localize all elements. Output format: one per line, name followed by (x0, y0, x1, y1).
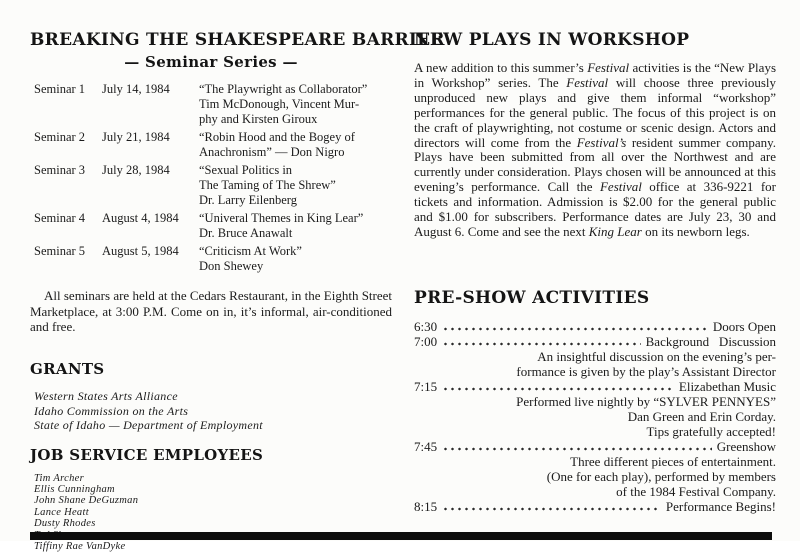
seminar-description-line: Tim McDonough, Vincent Mur- (199, 97, 392, 112)
seminar-date: August 4, 1984 (102, 211, 199, 241)
schedule-activity: Performance Begins! (666, 499, 776, 514)
seminar-series-title: BREAKING THE SHAKESPEARE BARRIER (30, 30, 392, 50)
seminar-label: Seminar 5 (34, 244, 102, 274)
plain-text: resident summer company. Plays have been submitted from all over the Northwest and are currently under consideration. Plays chosen will be announced at this evening’s performance. Call the (414, 135, 776, 195)
seminar-date: August 5, 1984 (102, 244, 199, 274)
workshop-heading: NEW PLAYS IN WORKSHOP (414, 30, 776, 50)
seminar-row (30, 211, 392, 241)
seminar-description-line: The Taming of The Shrew” (199, 178, 392, 193)
right-column (414, 30, 776, 240)
credits-section (30, 360, 392, 552)
seminar-date: July 21, 1984 (102, 130, 199, 160)
schedule-time: 8:15 (414, 499, 437, 514)
job-service-heading: JOB SERVICE EMPLOYEES (30, 446, 392, 464)
employee-list-item: John Shane DeGuzman (34, 495, 392, 506)
seminar-description-line: “Sexual Politics in (199, 163, 392, 178)
schedule-activity: Doors Open (713, 319, 776, 334)
schedule-detail-line: Tips gratefully accepted! (414, 424, 776, 439)
schedule-row (414, 379, 776, 394)
schedule-activity: Background Discussion (646, 334, 776, 349)
schedule-details (414, 349, 776, 379)
seminar-description (199, 130, 392, 160)
plain-text: activities is the “New Plays in Workshop” series. The (414, 60, 776, 90)
schedule-entry (414, 379, 776, 439)
seminar-description-line: “Robin Hood and the Bogey of (199, 130, 392, 145)
grants-list-item: Idaho Commission on the Arts (34, 404, 392, 419)
schedule-detail-line: Dan Green and Erin Corday. (414, 409, 776, 424)
schedule-time: 6:30 (414, 319, 437, 334)
schedule-entry (414, 319, 776, 334)
seminar-list (30, 82, 392, 274)
schedule-entry (414, 499, 776, 514)
italic-text: Festival (600, 179, 642, 194)
employees-list (30, 473, 392, 552)
grants-list-item: Western States Arts Alliance (34, 389, 392, 404)
plain-text: on its newborn legs. (642, 224, 750, 239)
schedule-list (414, 319, 776, 514)
schedule-time: 7:00 (414, 334, 437, 349)
seminar-label: Seminar 1 (34, 82, 102, 127)
italic-text: Festival (566, 75, 608, 90)
seminar-row (30, 82, 392, 127)
italic-text: King Lear (589, 224, 642, 239)
seminar-row (30, 163, 392, 208)
employee-list-item: Tiffiny Rae VanDyke (34, 541, 392, 552)
plain-text: office at 336-9221 for tickets and information. Admission is $2.00 for the general public and $1.00 for subscribers. Performance dates are July 23, 30 and August 6. Come and see the next (414, 179, 776, 239)
seminar-description-line: Dr. Larry Eilenberg (199, 193, 392, 208)
employee-list-item: Ellis Cunningham (34, 484, 392, 495)
grants-list (30, 389, 392, 433)
seminar-label: Seminar 2 (34, 130, 102, 160)
schedule-row (414, 334, 776, 349)
grants-heading: GRANTS (30, 360, 392, 378)
plain-text: will choose three previously unproduced new plays and give them informal “workshop” performances for the general public. The focus of this project is on the craft of playwrighting, not costume or scenic design. Actors and directors will come from the (414, 75, 776, 150)
bottom-rule (30, 532, 772, 540)
schedule-details (414, 454, 776, 499)
seminar-description (199, 163, 392, 208)
seminar-description-line: “The Playwright as Collaborator” (199, 82, 392, 97)
seminar-series-subtitle: — Seminar Series — (30, 53, 392, 71)
seminar-description-line: Don Shewey (199, 259, 392, 274)
preshow-heading: PRE-SHOW ACTIVITIES (414, 288, 776, 308)
schedule-time: 7:45 (414, 439, 437, 454)
seminar-date: July 14, 1984 (102, 82, 199, 127)
schedule-detail-line: formance is given by the play’s Assistant Director (414, 364, 776, 379)
dot-leader (442, 319, 708, 334)
seminar-description (199, 244, 392, 274)
dot-leader (442, 379, 674, 394)
schedule-detail-line: Three different pieces of entertainment. (414, 454, 776, 469)
dot-leader (442, 499, 661, 514)
employee-list-item: Lance Heatt (34, 507, 392, 518)
seminar-note: All seminars are held at the Cedars Restaurant, in the Eighth Street Marketplace, at 3:00 P.M. Come on in, it’s informal, air-conditioned and free. (30, 288, 392, 335)
seminar-description-line: Dr. Bruce Anawalt (199, 226, 392, 241)
seminar-label: Seminar 3 (34, 163, 102, 208)
seminar-description (199, 82, 392, 127)
schedule-detail-line: of the 1984 Festival Company. (414, 484, 776, 499)
italic-text: Festival (587, 60, 629, 75)
schedule-entry (414, 334, 776, 379)
schedule-detail-line: Performed live nightly by “SYLVER PENNYES” (414, 394, 776, 409)
schedule-detail-line: (One for each play), performed by members (414, 469, 776, 484)
seminar-description (199, 211, 392, 241)
left-column (30, 30, 392, 335)
seminar-description-line: “Univeral Themes in King Lear” (199, 211, 392, 226)
employee-list-item: Tim Archer (34, 473, 392, 484)
employee-list-item: Dusty Rhodes (34, 518, 392, 529)
schedule-details (414, 394, 776, 439)
schedule-activity: Elizabethan Music (679, 379, 776, 394)
italic-text: Festival’s (577, 135, 627, 150)
seminar-row (30, 244, 392, 274)
schedule-row (414, 499, 776, 514)
schedule-row (414, 439, 776, 454)
schedule-detail-line: An insightful discussion on the evening’s per- (414, 349, 776, 364)
seminar-description-line: Anachronism” — Don Nigro (199, 145, 392, 160)
seminar-description-line: phy and Kirsten Giroux (199, 112, 392, 127)
schedule-activity: Greenshow (717, 439, 776, 454)
plain-text: A new addition to this summer’s (414, 60, 587, 75)
seminar-description-line: “Criticism At Work” (199, 244, 392, 259)
workshop-paragraph (414, 61, 776, 240)
preshow-section (414, 288, 776, 514)
dot-leader (442, 439, 712, 454)
seminar-date: July 28, 1984 (102, 163, 199, 208)
schedule-row (414, 319, 776, 334)
schedule-time: 7:15 (414, 379, 437, 394)
dot-leader (442, 334, 641, 349)
seminar-label: Seminar 4 (34, 211, 102, 241)
schedule-entry (414, 439, 776, 499)
grants-list-item: State of Idaho — Department of Employment (34, 418, 392, 433)
seminar-row (30, 130, 392, 160)
